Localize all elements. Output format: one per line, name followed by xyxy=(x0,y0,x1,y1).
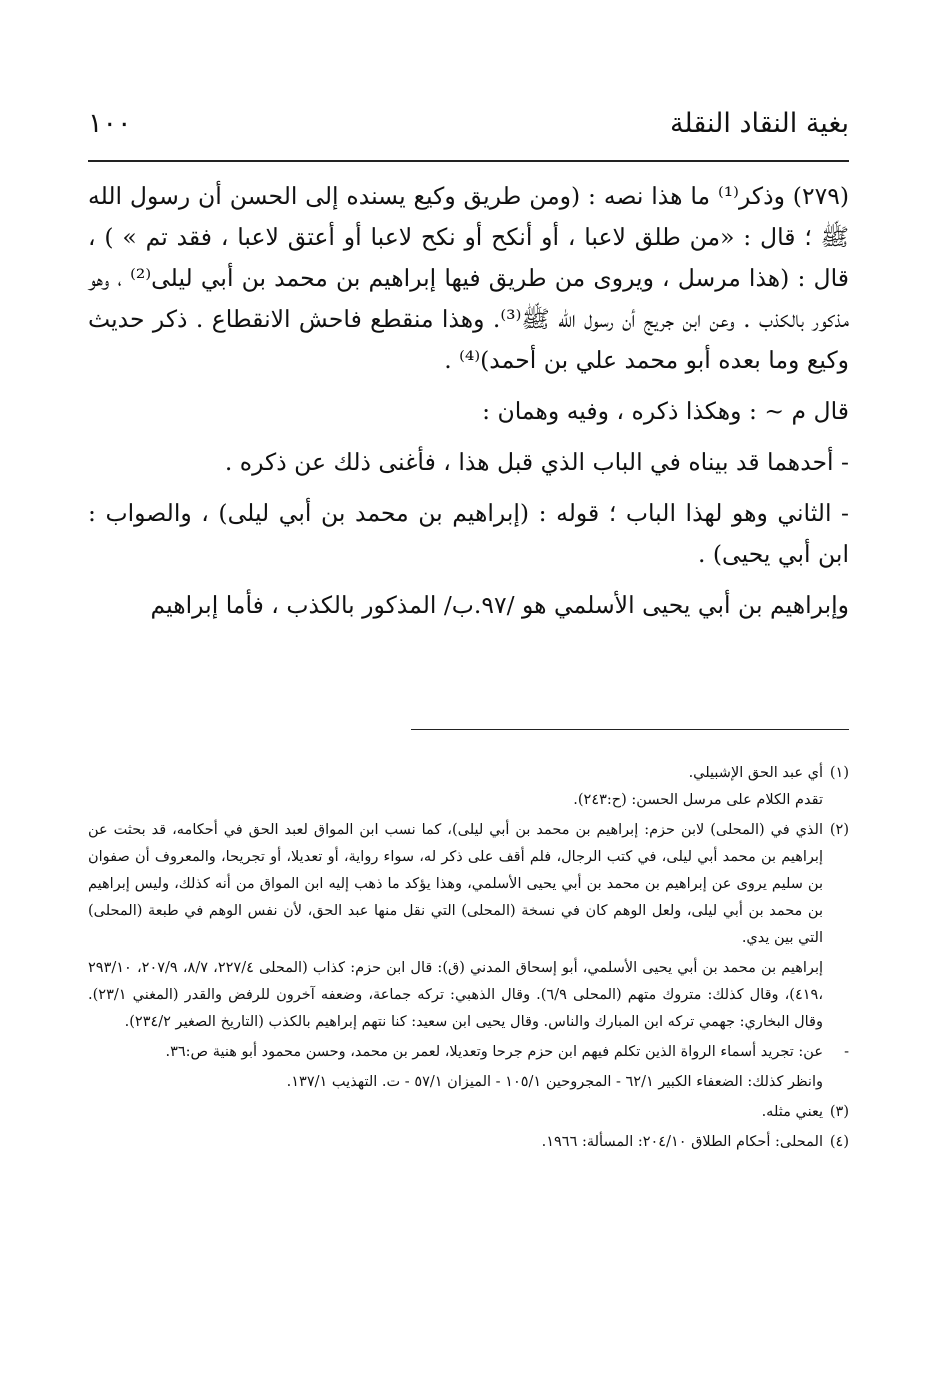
paragraph-qala: قال م ~ : وهكذا ذكره ، وفيه وهمان : xyxy=(482,397,849,425)
main-text xyxy=(88,176,849,636)
footnote-text: يعني مثله. xyxy=(761,1104,823,1120)
footnote-text: عن: تجريد أسماء الرواة الذين تكلم فيهم ابن حزم جرحا وتعديلا، لعمر بن محمد، وحسن محمود أبو هنية ص:٣٦. xyxy=(165,1044,823,1060)
footnote-2-narrator: إبراهيم بن محمد بن أبي يحيى الأسلمي، أبو إسحاق المدني (ق): قال ابن حزم: كذاب (المحلى ٢٢٧/٤، ٨/٧، ٢٠٧/٩، ٢٩٣/١٠ ،٤١٩)، وقال كذلك: متروك متهم (المحلى ٦/٩). وقال الذهبي: تركه جماعة، وضعفه آخرون للرفض والقدر (المغني ٢٣/١). وقال البخاري: جهمي تركه ابن المبارك والناس. وقال يحيى ابن سعيد: كنا نتهم إبراهيم بالكذب (التاريخ الصغير ٢٣٤/٢). xyxy=(88,960,824,1030)
footnote-2-see-also: وانظر كذلك: الضعفاء الكبير ٦٢/١ - المجروحين ١٠٥/١ - الميزان ٥٧/١ - ت. التهذيب ١٣٧/١. xyxy=(286,1074,823,1090)
paragraph-first-error: - أحدهما قد بيناه في الباب الذي قبل هذا ، فأغنى ذلك عن ذكره . xyxy=(224,448,849,476)
footnote-text: الذي في (المحلى) لابن حزم: إبراهيم بن محمد بن أبي ليلى)، كما نسب ابن المواق لعبد الحق في أحكامه، قد بحثت عن إبراهيم بن محمد أبي ليلى، في كتب الرجال، فلم أقف على ذكر له، سواء رواية، أو تعديلا، أو تجريحا، والمعروف أن صفوان بن سليم يروى عن إبراهيم بن محمد بن أبي يحيى الأسلمي، وهذا يؤكد ما ذهب إليه ابن المواق من أنه كذلك، وليس إبراهيم بن محمد بن أبي ليلى، ولعل الوهم كان في نسخة (المحلى) التي نقل منها عبد الحق، لأن نفس الوهم في طبعة (المحلى) التي بين يدي. xyxy=(88,822,823,946)
footnotes xyxy=(88,760,849,1159)
page-header xyxy=(88,108,849,162)
paragraph-continuation: وإبراهيم بن أبي يحيى الأسلمي هو /٩٧.ب/ المذكور بالكذب ، فأما إبراهيم xyxy=(150,591,849,619)
footnote-2 xyxy=(88,817,849,952)
footnote-marker: (٤) xyxy=(829,1134,849,1150)
running-title: بغية النقاد النقلة xyxy=(669,108,849,139)
footnote-3 xyxy=(88,1099,849,1126)
footnote-4 xyxy=(88,1129,849,1156)
footnote-marker: (٢) xyxy=(829,822,849,838)
footnote-text: أي عبد الحق الإشبيلي. xyxy=(688,765,823,781)
footnote-2-source xyxy=(88,1039,849,1066)
footnote-marker: (٣) xyxy=(829,1104,849,1120)
footnote-text: تقدم الكلام على مرسل الحسن: (ح:٢٤٣). xyxy=(573,792,823,808)
footnote-separator xyxy=(411,729,849,730)
paragraph-second-error: - الثاني وهو لهذا الباب ؛ قوله : (إبراهيم بن محمد بن أبي ليلى) ، والصواب : ابن أبي يحيى) . xyxy=(88,499,849,568)
footnote-marker: (١) xyxy=(829,765,849,781)
page-number: ١٠٠ xyxy=(88,108,132,139)
paragraph-279: (٢٧٩) وذكر⁽¹⁾ ما هذا نصه : (ومن طريق وكيع يسنده إلى الحسن أن رسول الله ﷺ ؛ قال : «من طلق لاعبا ، أو أنكح أو نكح لاعبا أو أعتق لاعبا ، فقد تم » ) ، قال : (هذا مرسل ، ويروى من طريق فيها إبراهيم بن محمد بن أبي ليلى⁽²⁾ ، وهو مذكور بالكذب . وعن ابن جريج أن رسول الله ﷺ⁽³⁾. وهذا منقطع فاحش الانقطاع . ذكر حديث وكيع وما بعده أبو محمد علي بن أحمد)⁽⁴⁾ . xyxy=(88,182,849,374)
dash-marker: - xyxy=(844,1044,849,1060)
footnote-text: المحلى: أحكام الطلاق ٢٠٤/١٠: المسألة: ١٩٦٦. xyxy=(541,1134,823,1150)
footnote-1 xyxy=(88,760,849,814)
